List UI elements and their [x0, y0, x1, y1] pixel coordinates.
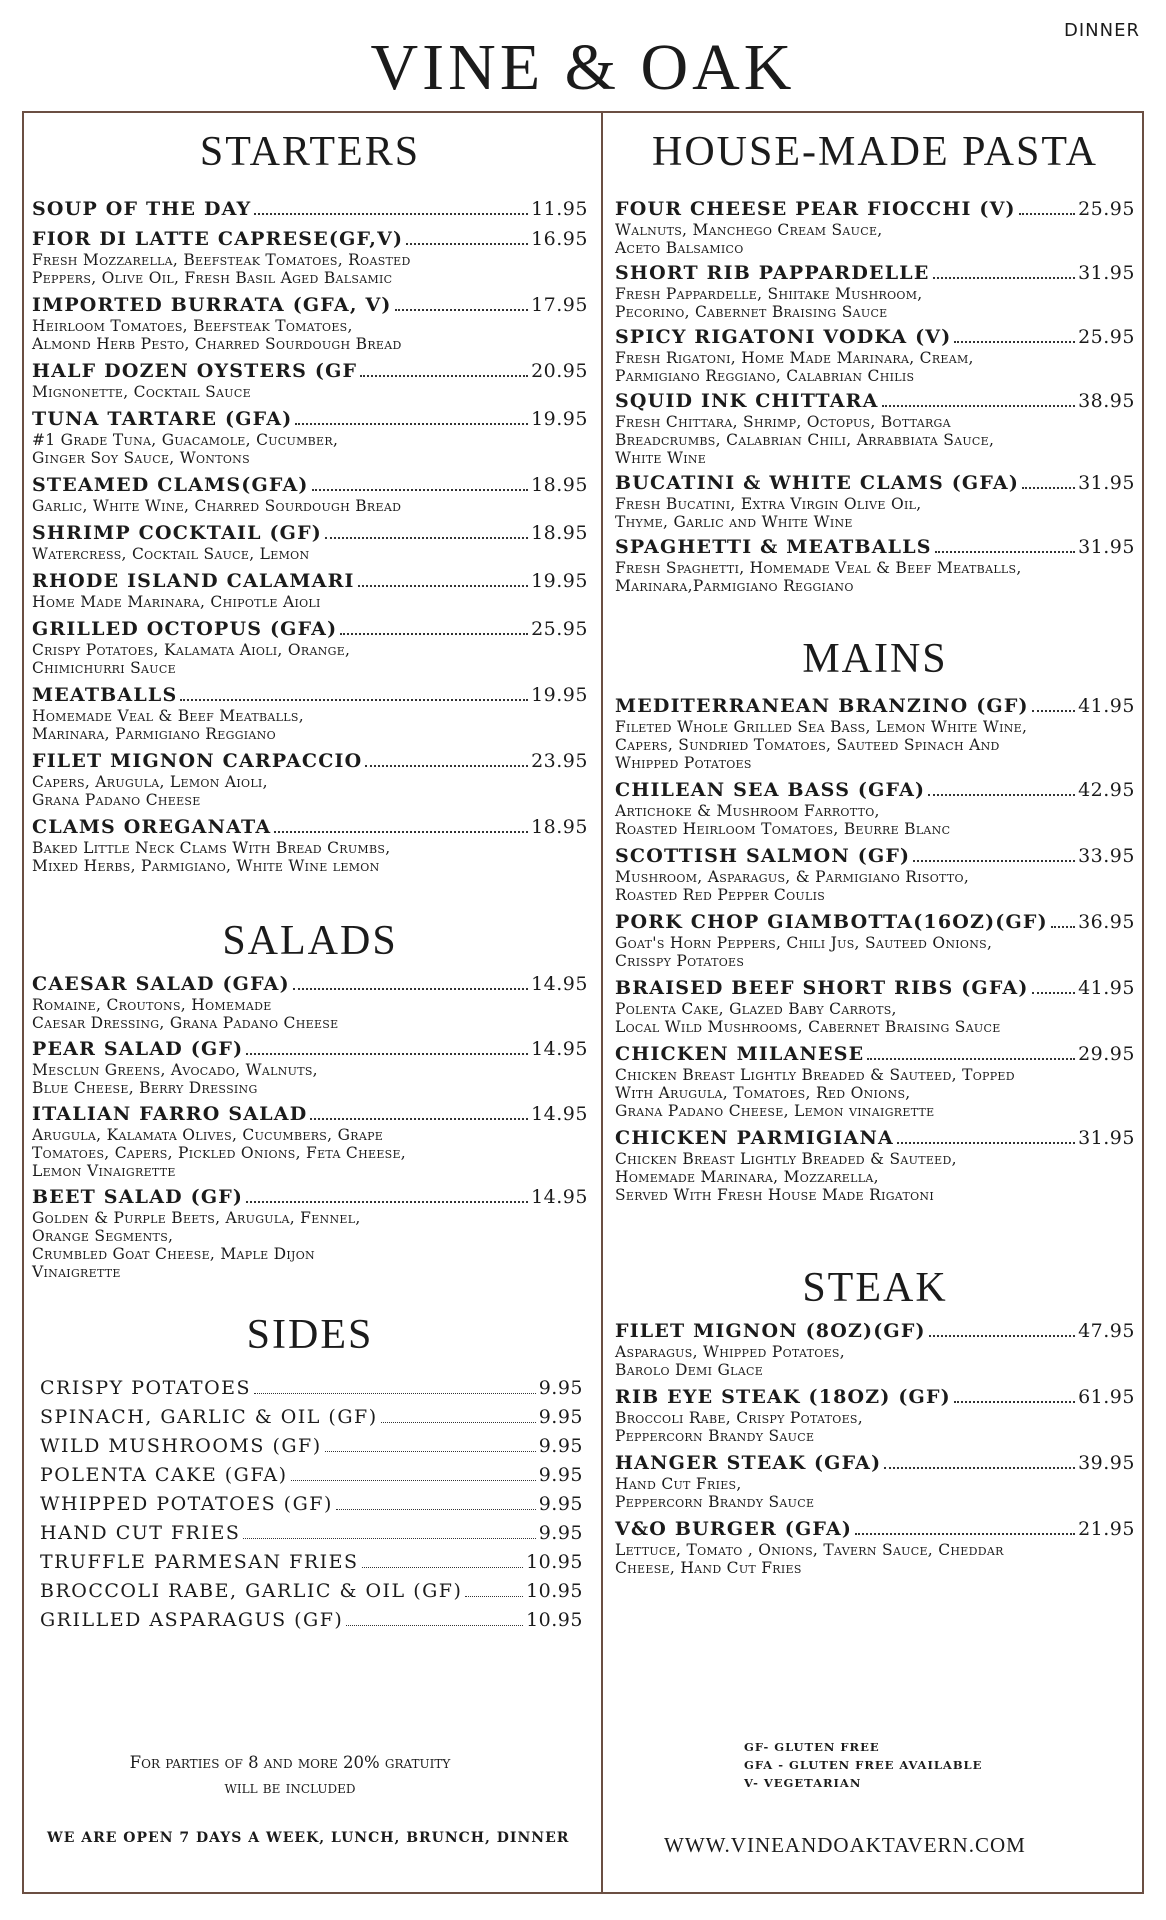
menu-item-name: FIOR DI LATTE CAPRESE(GF,V) [32, 228, 404, 250]
menu-item [32, 474, 588, 515]
menu-item-description: Artichoke & Mushroom Farrotto, Roasted Heirloom Tomatoes, Beurre Blanc [615, 802, 951, 838]
menu-item-header [615, 1127, 1135, 1150]
side-item-price: 9.95 [538, 1377, 583, 1399]
menu-item-price: 18.95 [531, 522, 588, 544]
legend-v: V- VEGETARIAN [744, 1776, 862, 1790]
menu-item-price: 41.95 [1078, 977, 1135, 999]
menu-item [32, 198, 588, 221]
menu-item-price: 31.95 [1078, 262, 1135, 284]
side-item-name: CRISPY POTATOES [40, 1377, 252, 1399]
side-item-name: BROCCOLI RABE, GARLIC & OIL (GF) [40, 1580, 463, 1602]
salads-list [32, 973, 588, 1281]
menu-item-header [32, 1103, 588, 1126]
menu-item-name: HALF DOZEN OYSTERS (GF [32, 360, 358, 382]
menu-item-description: Fresh Mozzarella, Beefsteak Tomatoes, Roasted Peppers, Olive Oil, Fresh Basil Aged Balsamic [32, 251, 411, 287]
menu-item-name: RHODE ISLAND CALAMARI [32, 570, 355, 592]
menu-item [32, 360, 588, 401]
opening-hours: WE ARE OPEN 7 DAYS A WEEK, LUNCH, BRUNCH, DINNER [47, 1830, 570, 1846]
side-item [40, 1406, 583, 1428]
menu-item [615, 262, 1135, 321]
menu-item-description: Homemade Veal & Beef Meatballs, Marinara, Parmigiano Reggiano [32, 707, 304, 743]
menu-item-name: SHRIMP COCKTAIL (GF) [32, 522, 322, 544]
dot-leader [325, 537, 528, 539]
menu-item [615, 472, 1135, 531]
menu-item-header [32, 973, 588, 996]
dot-leader [1019, 213, 1075, 215]
menu-item-header [615, 390, 1135, 413]
menu-item-name: CLAMS OREGANATA [32, 816, 272, 838]
dot-leader [1022, 487, 1075, 489]
menu-item-header [32, 618, 588, 641]
menu-item-description: Golden & Purple Beets, Arugula, Fennel, Orange Segments, Crumbled Goat Cheese, Maple Dijon Vinaigrette [32, 1209, 361, 1281]
menu-item-description: Home Made Marinara, Chipotle Aioli [32, 593, 321, 611]
menu-item [615, 536, 1135, 595]
menu-item [615, 911, 1135, 970]
menu-item-price: 11.95 [531, 198, 588, 220]
dot-leader [929, 1335, 1075, 1337]
dot-leader [254, 1393, 536, 1394]
mains-title: MAINS [802, 636, 948, 682]
side-item-name: SPINACH, GARLIC & OIL (GF) [40, 1406, 378, 1428]
menu-item [615, 390, 1135, 467]
menu-item-description: Fresh Spaghetti, Homemade Veal & Beef Meatballs, Marinara,Parmigiano Reggiano [615, 559, 1022, 595]
menu-item [615, 1320, 1135, 1379]
menu-item-name: V&O BURGER (GFA) [615, 1518, 853, 1540]
menu-item-name: STEAMED CLAMS(GFA) [32, 474, 309, 496]
menu-item-price: 16.95 [531, 228, 588, 250]
menu-item-name: SPAGHETTI & MEATBALLS [615, 536, 932, 558]
menu-item [32, 1186, 588, 1281]
menu-item-description: Romaine, Croutons, Homemade Caesar Dressing, Grana Padano Cheese [32, 996, 339, 1032]
side-item-name: POLENTA CAKE (GFA) [40, 1464, 288, 1486]
menu-item-header [32, 684, 588, 707]
pasta-list [615, 198, 1135, 595]
menu-item-description: Mushroom, Asparagus, & Parmigiano Risotto, Roasted Red Pepper Coulis [615, 868, 970, 904]
dot-leader [362, 1567, 524, 1568]
menu-item-name: RIB EYE STEAK (18OZ) (GF) [615, 1386, 951, 1408]
restaurant-title: VINE & OAK [370, 31, 796, 104]
menu-item-name: FILET MIGNON CARPACCIO [32, 750, 363, 772]
menu-item-description: Fileted Whole Grilled Sea Bass, Lemon White Wine, Capers, Sundried Tomatoes, Sauteed Spinach And Whipped Potatoes [615, 718, 1028, 772]
side-item [40, 1580, 583, 1602]
menu-item [615, 198, 1135, 257]
dot-leader [855, 1533, 1075, 1535]
menu-item-header [615, 911, 1135, 934]
dot-leader [243, 1538, 535, 1539]
menu-item-name: MEDITERRANEAN BRANZINO (GF) [615, 695, 1029, 717]
menu-item-name: BUCATINI & WHITE CLAMS (GFA) [615, 472, 1020, 494]
menu-item-price: 14.95 [531, 973, 588, 995]
dot-leader [295, 423, 528, 425]
menu-item-price: 61.95 [1078, 1386, 1135, 1408]
dot-leader [897, 1142, 1075, 1144]
dot-leader [274, 831, 528, 833]
dot-leader [935, 551, 1075, 553]
side-item [40, 1464, 583, 1486]
menu-item-description: Heirloom Tomatoes, Beefsteak Tomatoes, Almond Herb Pesto, Charred Sourdough Bread [32, 317, 402, 353]
menu-item-description: Fresh Rigatoni, Home Made Marinara, Cream, Parmigiano Reggiano, Calabrian Chilis [615, 349, 974, 385]
dot-leader [325, 1451, 536, 1452]
menu-item-price: 14.95 [531, 1186, 588, 1208]
menu-item [32, 684, 588, 743]
menu-item [32, 1103, 588, 1180]
dot-leader [293, 988, 528, 990]
menu-item-header [615, 1043, 1135, 1066]
menu-item-header [32, 198, 588, 221]
menu-item-price: 33.95 [1078, 845, 1135, 867]
menu-item-price: 36.95 [1078, 911, 1135, 933]
legend-gf: GF- GLUTEN FREE [744, 1740, 880, 1754]
menu-item-description: Chicken Breast Lightly Breaded & Sauteed, Homemade Marinara, Mozzarella, Served With Fresh House Made Rigatoni [615, 1150, 957, 1204]
menu-item-description: Walnuts, Manchego Cream Sauce, Aceto Balsamico [615, 221, 883, 257]
column-divider [601, 113, 603, 1892]
menu-item-name: CAESAR SALAD (GFA) [32, 973, 290, 995]
menu-item-price: 19.95 [531, 408, 588, 430]
menu-item-description: Goat's Horn Peppers, Chili Jus, Sauteed Onions, Crisspy Potatoes [615, 934, 993, 970]
menu-item-header [32, 750, 588, 773]
menu-item-header [615, 262, 1135, 285]
menu-item-price: 20.95 [531, 360, 588, 382]
dot-leader [346, 1625, 523, 1626]
menu-item-description: Garlic, White Wine, Charred Sourdough Bread [32, 497, 402, 515]
dot-leader [312, 489, 529, 491]
menu-item-name: BRAISED BEEF SHORT RIBS (GFA) [615, 977, 1029, 999]
menu-item-name: FILET MIGNON (8OZ)(GF) [615, 1320, 926, 1342]
menu-item-description: Mignonette, Cocktail Sauce [32, 383, 251, 401]
menu-item-name: SOUP OF THE DAY [32, 198, 252, 220]
menu-item-price: 31.95 [1078, 536, 1135, 558]
menu-item-description: Fresh Pappardelle, Shiitake Mushroom, Pecorino, Cabernet Braising Sauce [615, 285, 923, 321]
dot-leader [882, 405, 1075, 407]
menu-item-description: #1 Grade Tuna, Guacamole, Cucumber, Ginger Soy Sauce, Wontons [32, 431, 339, 467]
dot-leader [867, 1058, 1075, 1060]
menu-item-name: MEATBALLS [32, 684, 178, 706]
menu-item-header [615, 779, 1135, 802]
steak-title: STEAK [802, 1265, 948, 1311]
menu-item-header [32, 474, 588, 497]
menu-item-header [32, 1038, 588, 1061]
dietary-legend [744, 1738, 982, 1792]
dot-leader [884, 1467, 1075, 1469]
menu-item-header [32, 816, 588, 839]
side-item-name: GRILLED ASPARAGUS (GF) [40, 1609, 344, 1631]
side-item [40, 1435, 583, 1457]
dot-leader [340, 633, 528, 635]
dot-leader [1032, 710, 1075, 712]
menu-item-name: BEET SALAD (GF) [32, 1186, 244, 1208]
menu-item [615, 1518, 1135, 1577]
menu-item-description: Broccoli Rabe, Crispy Potatoes, Peppercorn Brandy Sauce [615, 1409, 863, 1445]
side-item [40, 1377, 583, 1399]
menu-item-price: 25.95 [1078, 198, 1135, 220]
side-item-price: 9.95 [538, 1522, 583, 1544]
menu-item-name: CHICKEN MILANESE [615, 1043, 865, 1065]
menu-item-price: 42.95 [1078, 779, 1135, 801]
menu-item-price: 14.95 [531, 1103, 588, 1125]
dot-leader [913, 860, 1075, 862]
menu-item-header [32, 1186, 588, 1209]
menu-item [615, 326, 1135, 385]
steak-list [615, 1320, 1135, 1577]
dot-leader [465, 1596, 523, 1597]
menu-item-price: 29.95 [1078, 1043, 1135, 1065]
menu-item-price: 31.95 [1078, 472, 1135, 494]
dot-leader [928, 794, 1075, 796]
menu-item-header [615, 198, 1135, 221]
menu-item [32, 750, 588, 809]
menu-item-price: 25.95 [1078, 326, 1135, 348]
dot-leader [954, 341, 1075, 343]
side-item-price: 10.95 [526, 1580, 583, 1602]
menu-item-price: 23.95 [531, 750, 588, 772]
menu-item [615, 1043, 1135, 1120]
menu-item [32, 408, 588, 467]
side-item-price: 9.95 [538, 1406, 583, 1428]
menu-item-name: PEAR SALAD (GF) [32, 1038, 244, 1060]
menu-item-description: Capers, Arugula, Lemon Aioli, Grana Padano Cheese [32, 773, 268, 809]
menu-item-description: Baked Little Neck Clams With Bread Crumbs, Mixed Herbs, Parmigiano, White Wine lemon [32, 839, 391, 875]
menu-item-header [32, 360, 588, 383]
menu-item-name: TUNA TARTARE (GFA) [32, 408, 293, 430]
dot-leader [1032, 992, 1076, 994]
menu-item-description: Arugula, Kalamata Olives, Cucumbers, Grape Tomatoes, Capers, Pickled Onions, Feta Cheese, Lemon Vinaigrette [32, 1126, 407, 1180]
dot-leader [406, 243, 528, 245]
menu-item-header [615, 472, 1135, 495]
menu-item-name: IMPORTED BURRATA (GFA, V) [32, 294, 392, 316]
menu-item-price: 21.95 [1078, 1518, 1135, 1540]
right-column [615, 120, 1135, 1584]
menu-item-price: 25.95 [531, 618, 588, 640]
dot-leader [360, 375, 528, 377]
dot-leader [180, 699, 528, 701]
menu-item-header [615, 1518, 1135, 1541]
side-item-name: TRUFFLE PARMESAN FRIES [40, 1551, 359, 1573]
menu-item [615, 695, 1135, 772]
menu-item-name: SHORT RIB PAPPARDELLE [615, 262, 930, 284]
menu-item-name: SQUID INK CHITTARA [615, 390, 879, 412]
menu-item [615, 977, 1135, 1036]
side-item-price: 9.95 [538, 1435, 583, 1457]
dot-leader [246, 1053, 528, 1055]
menu-item-price: 17.95 [531, 294, 588, 316]
menu-item [32, 973, 588, 1032]
menu-item-name: SPICY RIGATONI VODKA (V) [615, 326, 952, 348]
menu-item [32, 294, 588, 353]
menu-item [32, 816, 588, 875]
menu-item-price: 47.95 [1078, 1320, 1135, 1342]
dot-leader [365, 765, 528, 767]
menu-item-header [32, 228, 588, 251]
side-item-name: HAND CUT FRIES [40, 1522, 241, 1544]
dot-leader [291, 1480, 536, 1481]
dot-leader [954, 1401, 1075, 1403]
legend-gfa: GFA - GLUTEN FREE AVAILABLE [744, 1758, 983, 1772]
starters-list [32, 198, 588, 875]
menu-item-price: 39.95 [1078, 1452, 1135, 1474]
dot-leader [933, 277, 1076, 279]
left-column [32, 120, 588, 1638]
dot-leader [1051, 926, 1075, 928]
menu-item-price: 19.95 [531, 570, 588, 592]
menu-item-header [615, 1386, 1135, 1409]
menu-item-header [32, 294, 588, 317]
menu-item-name: PORK CHOP GIAMBOTTA(16OZ)(GF) [615, 911, 1048, 933]
menu-item-description: Watercress, Cocktail Sauce, Lemon [32, 545, 310, 563]
dot-leader [310, 1118, 528, 1120]
menu-item-price: 41.95 [1078, 695, 1135, 717]
menu-item-header [615, 326, 1135, 349]
menu-item [615, 845, 1135, 904]
menu-item-description: Lettuce, Tomato , Onions, Tavern Sauce, Cheddar Cheese, Hand Cut Fries [615, 1541, 1004, 1577]
menu-item-name: ITALIAN FARRO SALAD [32, 1103, 308, 1125]
sides-list [32, 1377, 583, 1631]
dot-leader [246, 1201, 528, 1203]
side-item-price: 9.95 [538, 1493, 583, 1515]
menu-item-description: Hand Cut Fries, Peppercorn Brandy Sauce [615, 1475, 815, 1511]
dot-leader [358, 585, 528, 587]
menu-item [32, 618, 588, 677]
menu-item-name: FOUR CHEESE PEAR FIOCCHI (V) [615, 198, 1016, 220]
side-item-price: 10.95 [526, 1551, 583, 1573]
menu-item-header [32, 522, 588, 545]
side-item [40, 1493, 583, 1515]
menu-item-header [32, 408, 588, 431]
pasta-title: HOUSE-MADE PASTA [652, 129, 1098, 175]
menu-item-header [615, 977, 1135, 1000]
menu-item-price: 18.95 [531, 816, 588, 838]
menu-item-name: GRILLED OCTOPUS (GFA) [32, 618, 338, 640]
menu-item [615, 1452, 1135, 1511]
menu-item-name: CHILEAN SEA BASS (GFA) [615, 779, 926, 801]
side-item [40, 1522, 583, 1544]
menu-item-description: Mesclun Greens, Avocado, Walnuts, Blue Cheese, Berry Dressing [32, 1061, 318, 1097]
menu-item-description: Fresh Chittara, Shrimp, Octopus, Bottarga Breadcrumbs, Calabrian Chili, Arrabbiata Sauce, White Wine [615, 413, 995, 467]
dot-leader [395, 309, 529, 311]
salads-title: SALADS [222, 918, 398, 964]
side-item-name: WHIPPED POTATOES (GF) [40, 1493, 333, 1515]
dot-leader [254, 213, 528, 215]
mains-list [615, 695, 1135, 1204]
menu-type-label: DINNER [1064, 20, 1140, 41]
menu-item [32, 1038, 588, 1097]
menu-item-description: Chicken Breast Lightly Breaded & Sauteed, Topped With Arugula, Tomatoes, Red Onions, Grana Padano Cheese, Lemon vinaigrette [615, 1066, 1015, 1120]
menu-item-description: Fresh Bucatini, Extra Virgin Olive Oil, Thyme, Garlic and White Wine [615, 495, 922, 531]
dot-leader [381, 1422, 536, 1423]
menu-item-description: Asparagus, Whipped Potatoes, Barolo Demi Glace [615, 1343, 845, 1379]
menu-item-price: 31.95 [1078, 1127, 1135, 1149]
menu-item-header [615, 536, 1135, 559]
starters-title: STARTERS [199, 129, 421, 175]
side-item-price: 10.95 [526, 1609, 583, 1631]
menu-item [615, 1127, 1135, 1204]
menu-item-header [615, 1452, 1135, 1475]
menu-item-description: Crispy Potatoes, Kalamata Aioli, Orange, Chimichurri Sauce [32, 641, 351, 677]
menu-item-header [615, 1320, 1135, 1343]
menu-item-price: 19.95 [531, 684, 588, 706]
gratuity-note: For parties of 8 and more 20% gratuity will be included [129, 1753, 451, 1797]
menu-item-name: SCOTTISH SALMON (GF) [615, 845, 911, 867]
menu-item-price: 38.95 [1078, 390, 1135, 412]
menu-item [32, 228, 588, 287]
menu-item-header [615, 845, 1135, 868]
sides-title: SIDES [246, 1312, 374, 1358]
menu-item [615, 779, 1135, 838]
menu-item-description: Polenta Cake, Glazed Baby Carrots, Local Wild Mushrooms, Cabernet Braising Sauce [615, 1000, 1001, 1036]
menu-item-header [615, 695, 1135, 718]
website-url[interactable]: WWW.VINEANDOAKTAVERN.COM [664, 1833, 1026, 1857]
menu-item-price: 18.95 [531, 474, 588, 496]
menu-item [32, 522, 588, 563]
menu-item-price: 14.95 [531, 1038, 588, 1060]
menu-item-header [32, 570, 588, 593]
menu-item-name: CHICKEN PARMIGIANA [615, 1127, 894, 1149]
side-item [40, 1551, 583, 1573]
side-item-name: WILD MUSHROOMS (GF) [40, 1435, 322, 1457]
menu-item [32, 570, 588, 611]
side-item [40, 1609, 583, 1631]
side-item-price: 9.95 [538, 1464, 583, 1486]
dot-leader [336, 1509, 536, 1510]
menu-item-name: HANGER STEAK (GFA) [615, 1452, 882, 1474]
menu-item [615, 1386, 1135, 1445]
